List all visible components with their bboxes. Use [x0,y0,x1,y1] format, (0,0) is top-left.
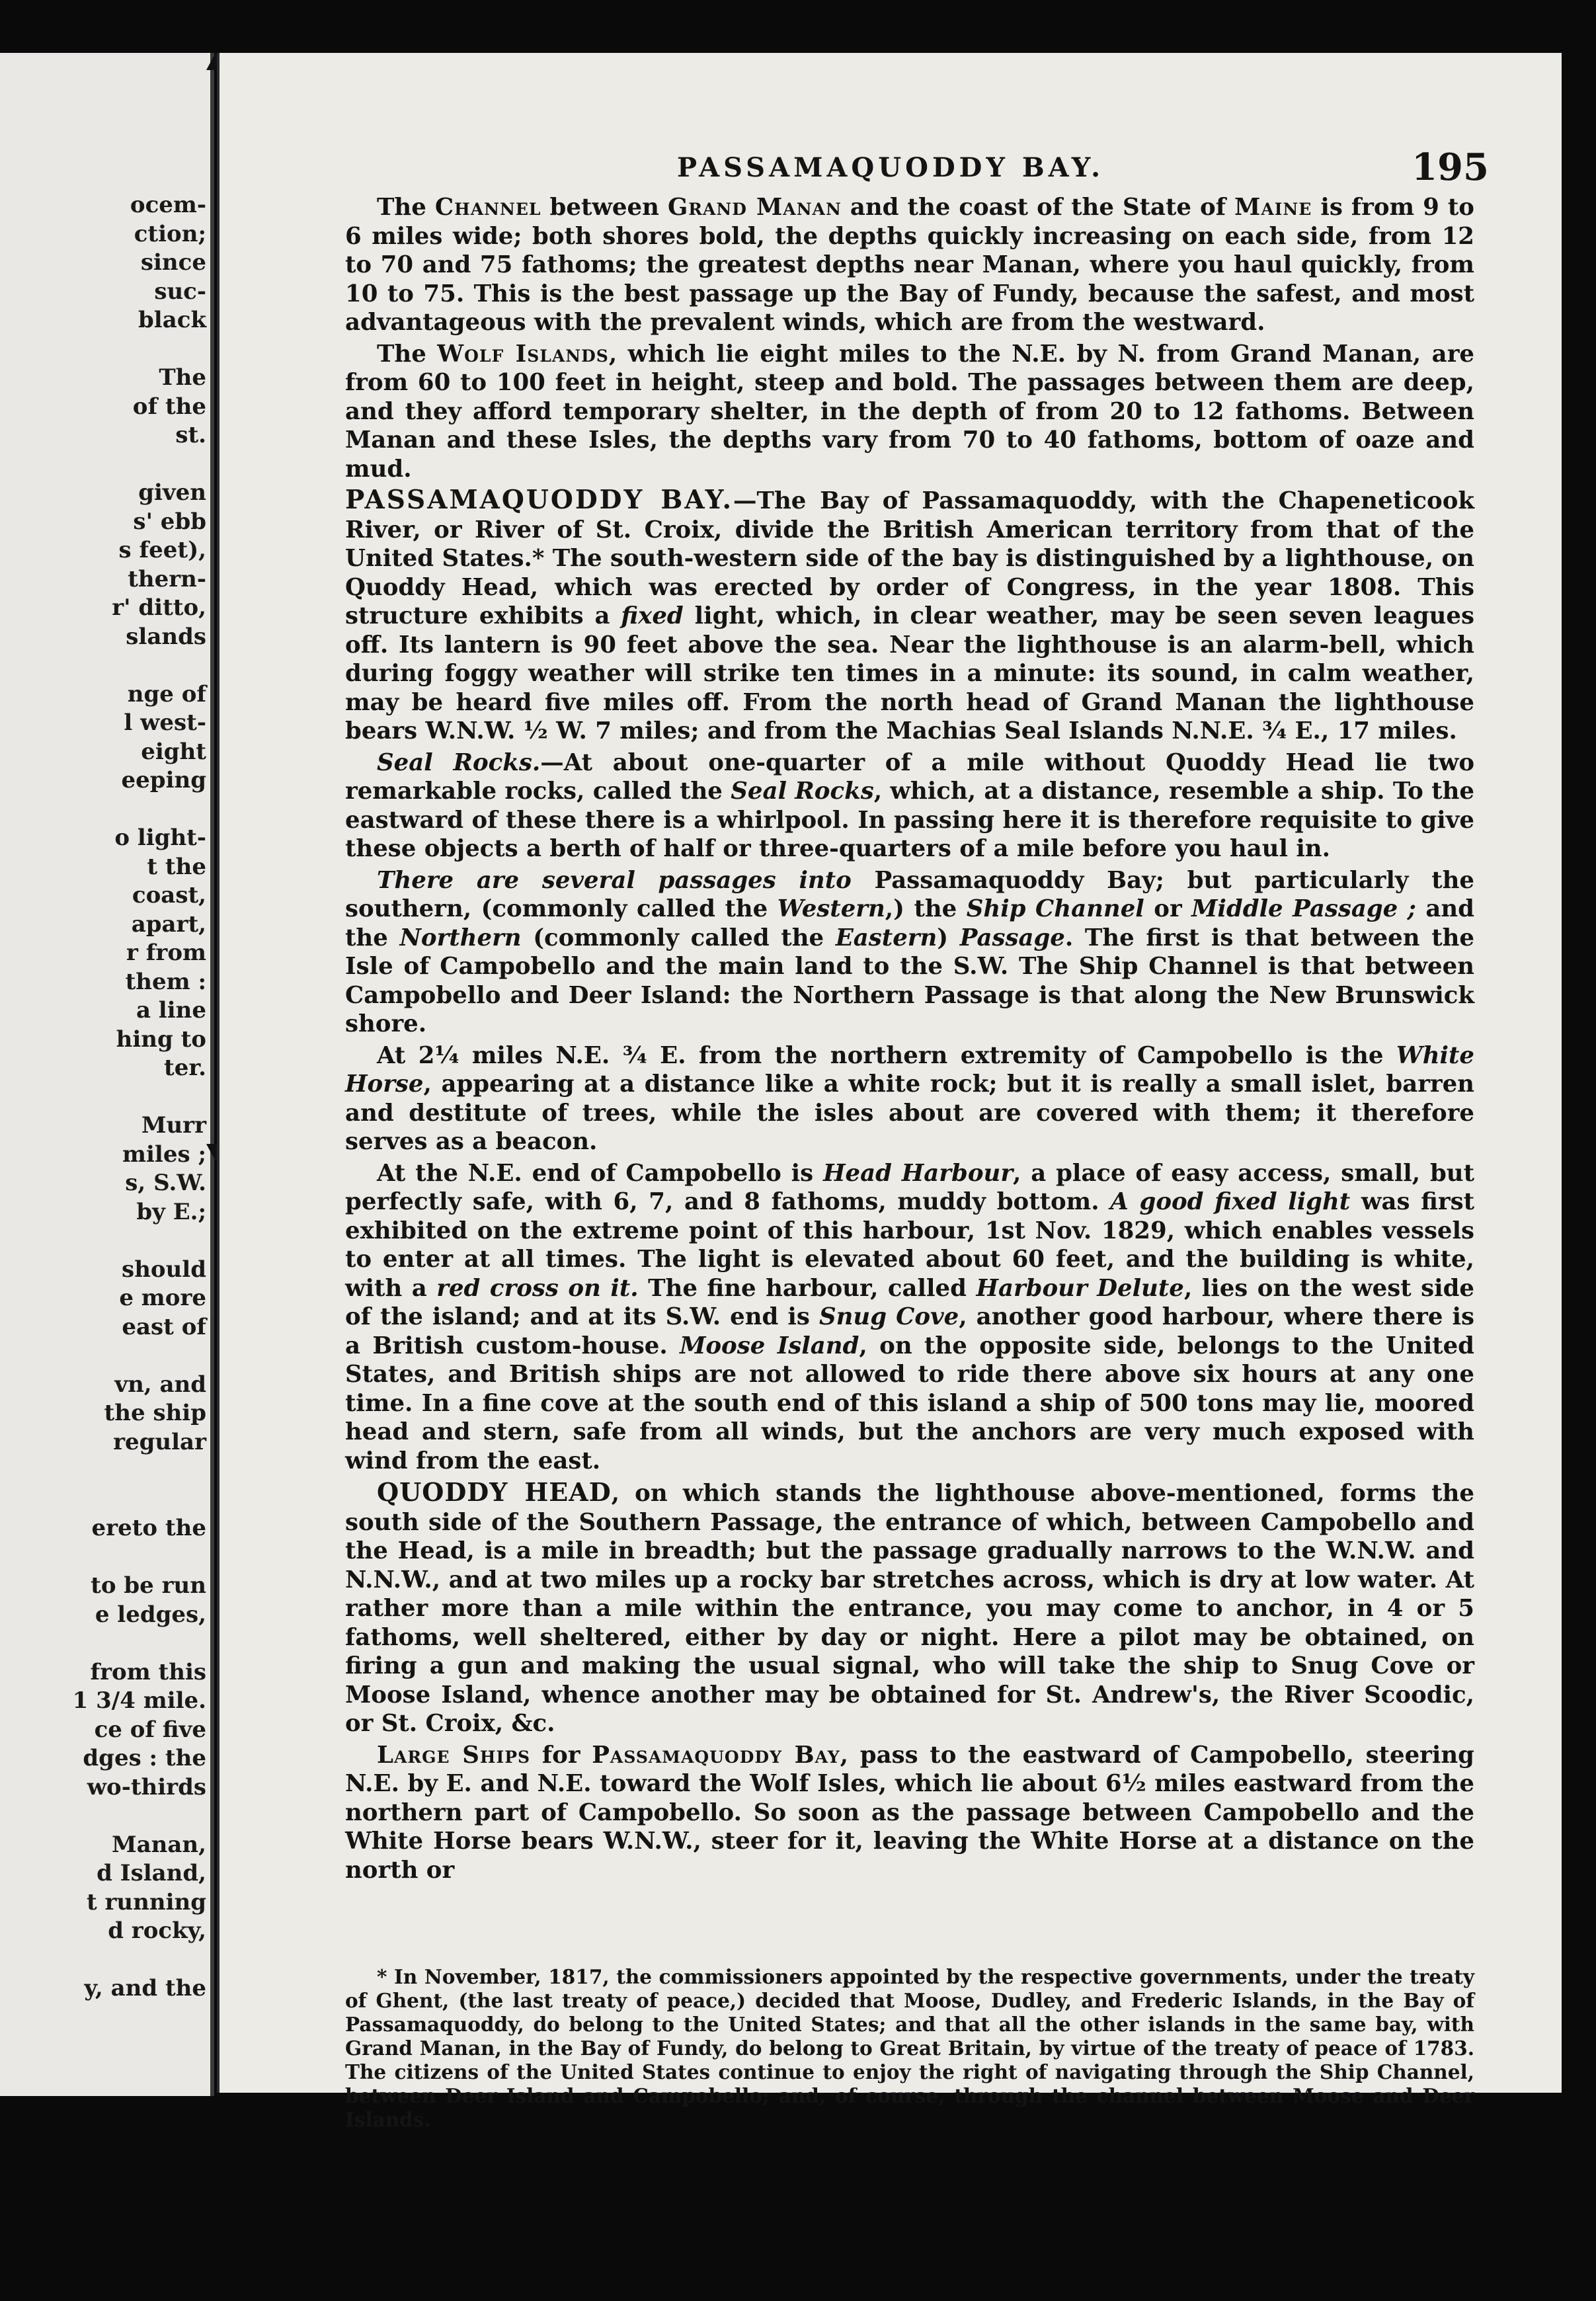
page-number: 195 [1412,145,1489,189]
previous-page-line: s' ebb [133,508,206,535]
paragraph-seal-rocks: Seal Rocks.—At about one-quarter of a mile without Quoddy Head lie two remarkable rocks, called the Seal Rocks, which, at a distance, resemble a ship. To the eastward of these there is a whirlpool. In passing here it is therefore requisite to give these objects a berth of half or three-quarters of a mile before you haul in. [345,748,1475,862]
paragraph-wolf-islands: The Wolf Islands, which lie eight miles to the N.E. by N. from Grand Manan, are from 60 to 100 feet in height, steep and bold. The passages between them are deep, and they afford temporary shelter, in the depth of from 20 to 12 fathoms. Between Manan and these Isles, the depths vary from 70 to 40 fathoms, bottom of oaze and mud. [345,340,1474,483]
previous-page-line: vn, and [114,1371,206,1398]
previous-page-line: since [140,249,206,276]
previous-page-edge [0,53,214,2096]
book-page [217,53,1562,2131]
previous-page-line: t the [147,853,206,880]
previous-page-line: given [138,479,206,506]
previous-page-line: s feet), [118,537,206,563]
paragraph-passages: There are several passages into Passamaquoddy Bay; but particularly the southern, (commonly called the Western,) the Ship Channel or Middle Passage ; and the Northern (commonly called the Eastern) Passage. The first is that between the Isle of Campobello and the main land to the S.W. The Ship Channel is that between Campobello and Deer Island: the Northern Passage is that along the New Brunswick shore. [345,866,1475,1037]
previous-page-line: l west- [124,709,206,736]
previous-page-line: the ship [104,1400,206,1426]
previous-page-line: eeping [121,767,206,793]
paragraph-channel: The Channel between Grand Manan and the coast of the State of Maine is from 9 to 6 miles wide; both shores bold, the depths quickly increasing on each side, from 12 to 70 and 75 fathoms; the greatest depths near Manan, where you haul quickly, from 10 to 75. This is the best passage up the Bay of Fundy, because the safest, and most advantageous with the prevalent winds, which are from the westward. [345,194,1474,336]
previous-page-line: miles ; [122,1141,206,1168]
previous-page-line: d Island, [97,1860,206,1886]
previous-page-line: nge of [127,680,206,707]
previous-page-line: should [122,1256,206,1283]
previous-page-line: of the [132,393,206,420]
previous-page-line: eight [141,738,206,765]
previous-page-line: The [159,364,206,391]
page-header [219,145,1562,192]
paragraph-head-harbour: At the N.E. end of Campobello is Head Harbour, a place of easy access, small, but perfectly safe, with 6, 7, and 8 fathoms, muddy bottom. A good fixed light was first exhibited on the extreme point of this harbour, 1st Nov. 1829, which enables vessels to enter at all times. The light is elevated about 60 feet, and the building is white, with a red cross on it. The fine harbour, called Harbour Delute, lies on the west side of the island; and at its S.W. end is Snug Cove, another good harbour, where there is a British custom-house. Moose Island, on the opposite side, belongs to the United States, and British ships are not allowed to ride there above six hours at any one time. In a fine cove at the south end of this island a ship of 500 tons may lie, moored head and stern, safe from all winds, but the anchors are very much exposed with wind from the east. [345,1159,1474,1474]
previous-page-line: e more [119,1285,206,1311]
previous-page-line: by E.; [136,1198,206,1225]
previous-page-line: ter. [164,1055,206,1081]
previous-page-line: dges : the [83,1745,206,1771]
section-heading: PASSAMAQUODDY BAY. [345,485,734,515]
running-head: PASSAMAQUODDY BAY. [676,152,1105,183]
footnote: * In November, 1817, the commissioners appointed by the respective governments, under the treaty of Ghent, (the last treaty of peace,) decided that Moose, Dudley, and Frederic Islands, in the Bay of Passamaquoddy, do belong to the United States; and that all the other islands in the same bay, with Grand Manan, in the Bay of Fundy, do belong to Great Britain, by virtue of the treaty of peace of 1783. The citizens of the United States continue to enjoy the right of navigating through the Ship Channel, between Deer Island and Campobello; and, of course, through the channel between Moose and Deer Islands. [345,1965,1474,2131]
previous-page-line: to be run [91,1572,206,1599]
previous-page-line: thern- [128,565,206,592]
previous-page-line: st. [175,422,206,448]
previous-page-line: hing to [116,1026,206,1053]
previous-page-line: ereto the [91,1515,206,1541]
previous-page-line: t running [86,1888,206,1916]
previous-page-line: ocem- [130,192,206,218]
previous-page-line: suc- [154,278,206,305]
previous-page-line: east of [122,1313,206,1340]
previous-page-line: e ledges, [95,1601,206,1628]
previous-page-line: regular [113,1428,206,1455]
previous-page-line: s, S.W. [125,1170,206,1196]
body-text [345,193,1474,1887]
previous-page-line: r' ditto, [112,594,206,621]
previous-page-line: Murr [141,1112,206,1139]
paragraph-passamaquoddy-bay: PASSAMAQUODDY BAY.—The Bay of Passamaquoddy, with the Chapeneticook River, or River of St. Croix, divide the British American territory from that of the United States.* The south-western side of the bay is distinguished by a lighthouse, on Quoddy Head, which was erected by order of Congress, in the year 1808. This structure exhibits a fixed light, which, in clear weather, may be seen seven leagues off. Its lantern is 90 feet above the sea. Near the lighthouse is an alarm-bell, which during foggy weather will strike ten times in a minute: its sound, in calm weather, may be heard five miles off. From the north head of Grand Manan the lighthouse bears W.N.W. ½ W. 7 miles; and from the Machias Seal Islands N.N.E. ¾ E., 17 miles. [345,485,1474,745]
previous-page-line: ction; [134,220,206,247]
paragraph-quoddy-head: QUODDY HEAD, on which stands the lighthouse above-mentioned, forms the south side of the Southern Passage, the entrance of which, between Campobello and the Head, is a mile in breadth; but the passage gradually narrows to the W.N.W. and N.N.W., and at two miles up a rocky bar stretches across, which is dry at low water. At rather more than a mile within the entrance, you may come to anchor, in 4 or 5 fathoms, well sheltered, either by day or night. Here a pilot may be obtained, on firing a gun and making the usual signal, who will take the ship to Snug Cove or Moose Island, whence another may be obtained for St. Andrew's, the River Scoodic, or St. Croix, &c. [345,1477,1474,1737]
previous-page-line: o light- [114,825,206,851]
previous-page-line: Manan, [112,1831,206,1858]
previous-page-line: wo-thirds [87,1773,206,1800]
previous-page-line: y, and the [84,1975,206,2001]
previous-page-line: slands [126,623,206,650]
previous-page-line: r from [126,940,206,966]
previous-page-line: a line [136,997,206,1024]
previous-page-line: from this [90,1658,206,1685]
previous-page-line: d rocky, [108,1918,206,1944]
paragraph-white-horse: At 2¼ miles N.E. ¾ E. from the northern extremity of Campobello is the White Horse, appearing at a distance like a white rock; but it is really a small islet, barren and destitute of trees, while the isles about are covered with them; it therefore serves as a beacon. [345,1041,1474,1155]
previous-page-line: 1 3/4 mile. [72,1687,206,1714]
previous-page-line: apart, [131,910,206,938]
previous-page-line: them : [125,968,206,995]
paragraph-large-ships: Large Ships for Passamaquoddy Bay, pass to the eastward of Campobello, steering N.E. by E. and N.E. toward the Wolf Isles, which lie about 6½ miles eastward from the northern part of Campobello. So soon as the passage between Campobello and the White Horse bears W.N.W., steer for it, leaving the White Horse at a distance on the north or [345,1741,1475,1884]
previous-page-line: coast, [132,882,206,908]
previous-page-line: ce of five [94,1716,206,1743]
previous-page-line: black [138,307,206,333]
